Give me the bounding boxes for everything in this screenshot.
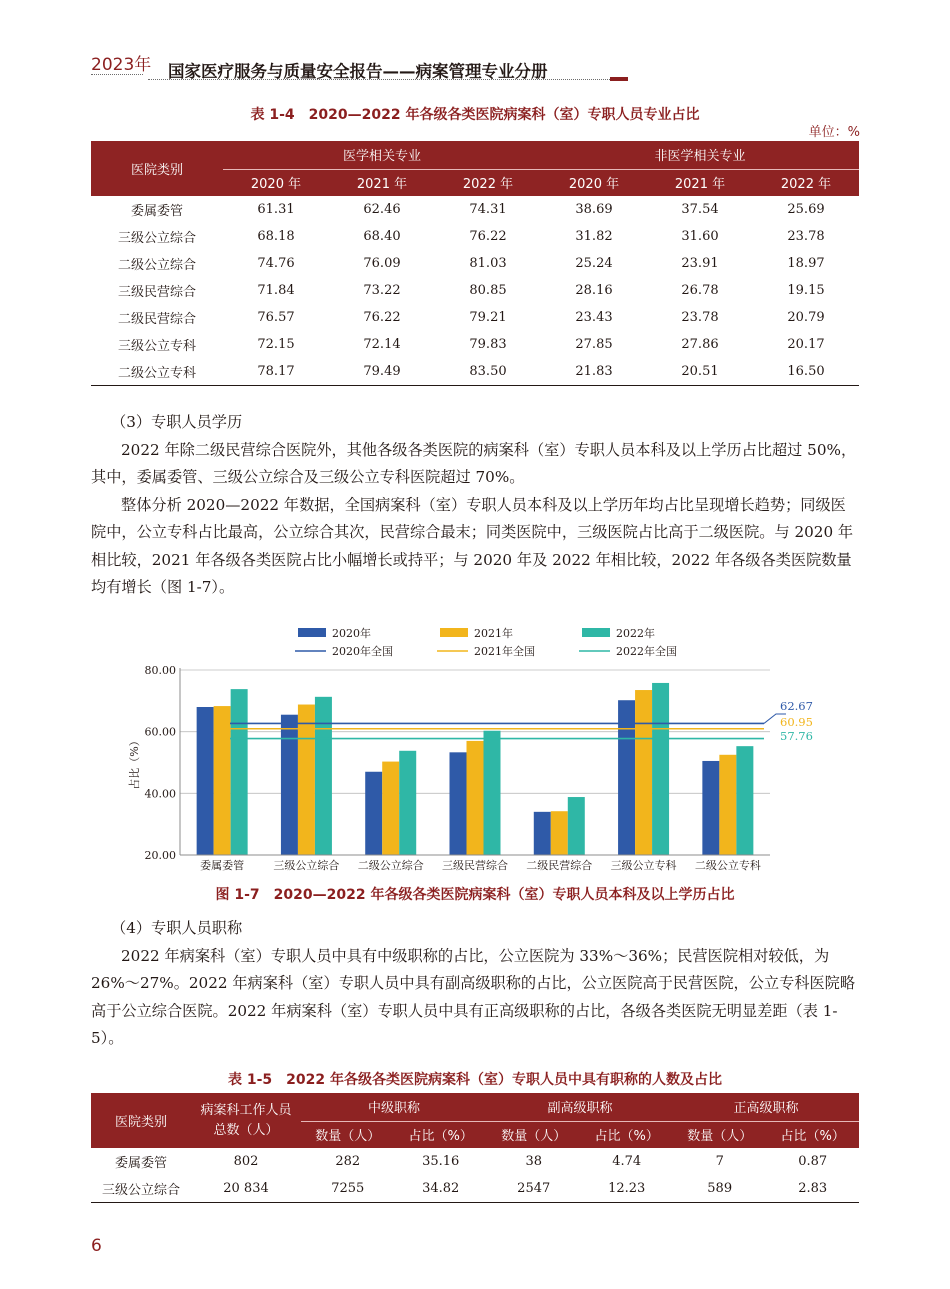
bar [719, 755, 736, 855]
table14-cell: 62.46 [363, 202, 401, 217]
table14-group-nonmedical: 非医学相关专业 [541, 141, 859, 169]
table15-group-associate: 副高级职称 [487, 1093, 673, 1121]
table14-hospital-name: 三级公立专科 [117, 339, 196, 354]
table15-subheader: 占比（%） [394, 1121, 487, 1148]
table14-cell: 76.22 [363, 310, 401, 325]
table15 [91, 1093, 859, 1203]
section3-heading: （3）专职人员学历 [111, 413, 243, 431]
table14-caption: 表 1-4 2020—2022 年各级各类医院病案科（室）专职人员专业占比 [250, 107, 700, 123]
reference-value-label: 60.95 [780, 715, 813, 729]
table14-cell: 23.78 [681, 310, 719, 325]
table14-cell: 21.83 [541, 358, 647, 385]
legend-label: 2022年 [616, 627, 655, 640]
table15-group-senior: 正高级职称 [673, 1093, 859, 1121]
table15-col-total-line1: 病案科工作人员 [200, 1102, 292, 1118]
bar [315, 697, 332, 855]
bar [534, 812, 551, 855]
chart-caption: 图 1-7 2020—2022 年各级各类医院病案科（室）专职人员本科及以上学历占比 [215, 887, 735, 903]
table15-row [91, 1148, 859, 1175]
table14 [91, 141, 859, 386]
table14-cell: 19.15 [787, 283, 825, 298]
header-accent [610, 77, 628, 81]
table15-row [91, 1175, 859, 1202]
table14-row [91, 250, 859, 277]
table14-cell: 20.17 [787, 337, 825, 352]
table14-cell: 23.43 [575, 310, 613, 325]
section3-paragraph: 2022 年除二级民营综合医院外，其他各级各类医院的病案科（室）专职人员本科及以上学历占比超过 50%，其中，委属委管、三级公立综合及三级公立专科医院超过 70%。 [91, 440, 857, 486]
table14-cell: 20.79 [787, 310, 825, 325]
y-tick-label: 40.00 [144, 787, 176, 801]
section4-heading: （4）专职人员职称 [111, 919, 243, 937]
table14-cell: 16.50 [753, 358, 859, 385]
table15-caption: 表 1-5 2022 年各级各类医院病案科（室）专职人员中具有职称的人数及占比 [227, 1072, 722, 1088]
x-category-label: 三级公立专科 [610, 859, 677, 872]
y-tick-label: 80.00 [144, 664, 176, 677]
table14-cell: 37.54 [681, 202, 719, 217]
table14-hospital-name: 三级民营综合 [117, 285, 196, 300]
table14-cell: 73.22 [363, 283, 401, 298]
section3-text [91, 409, 859, 602]
table14-year: 2020 年 [541, 169, 647, 196]
header-rule [148, 79, 610, 80]
table14-cell: 71.84 [257, 283, 295, 298]
table14-cell: 79.83 [469, 337, 507, 352]
table14-cell: 78.17 [223, 358, 329, 385]
table15-col-total-line2: 总数（人） [213, 1122, 279, 1138]
table14-cell: 61.31 [257, 202, 295, 217]
report-year: 2023年 [91, 55, 152, 75]
bar [365, 772, 382, 855]
table14-cell: 72.14 [363, 337, 401, 352]
header-rule-left [91, 74, 143, 75]
table14-cell: 81.03 [469, 256, 507, 271]
table15-subheader: 数量（人） [301, 1121, 394, 1148]
y-tick-label: 20.00 [144, 849, 176, 862]
legend-label: 2020年全国 [332, 645, 393, 658]
table15-subheader: 数量（人） [487, 1121, 580, 1148]
table15-cell: 802 [233, 1154, 259, 1169]
legend-label: 2020年 [332, 627, 371, 640]
table15-cell: 4.74 [612, 1154, 642, 1169]
table15-cell: 0.87 [798, 1154, 828, 1169]
legend-label: 2021年全国 [474, 645, 535, 658]
bar [635, 690, 652, 855]
bar [281, 715, 298, 855]
bar [652, 683, 669, 855]
table14-cell: 68.18 [257, 229, 295, 244]
section3-paragraph: 整体分析 2020—2022 年数据，全国病案科（室）专职人员本科及以上学历年均占比呈现增长趋势；同级医院中，公立专科占比最高，公立综合其次，民营综合最末；同类医院中，三级医院占比高于二级医院。与 2020 年相比较，2021 年各级各类医院占比小幅增长或持平；与 2020 年及 2022 年相比较，2022 年各级各类医院数量均有增长（图 1-7）。 [91, 495, 854, 596]
table14-cell: 18.97 [787, 256, 825, 271]
legend-swatch [440, 628, 468, 637]
table15-col-hospital: 医院类别 [91, 1093, 191, 1148]
bar [551, 811, 568, 855]
table14-cell: 76.09 [363, 256, 401, 271]
table15-cell: 12.23 [580, 1175, 673, 1202]
table15-cell: 34.82 [394, 1175, 487, 1202]
bar [197, 707, 214, 855]
table14-unit: 单位：% [808, 125, 860, 140]
x-category-label: 三级民营综合 [442, 859, 508, 872]
table14-row [91, 358, 859, 385]
table14-cell: 72.15 [257, 337, 295, 352]
table15-cell: 20 834 [191, 1175, 301, 1202]
bar [231, 689, 248, 855]
table14-hospital-name: 二级民营综合 [117, 312, 196, 327]
table14-year: 2021 年 [647, 169, 753, 196]
table14-cell: 20.51 [647, 358, 753, 385]
x-category-label: 委属委管 [200, 859, 245, 872]
bar [736, 746, 753, 855]
table15-subheader: 占比（%） [580, 1121, 673, 1148]
table14-cell: 25.24 [575, 256, 613, 271]
table14-cell: 80.85 [469, 283, 507, 298]
legend-swatch [582, 628, 610, 637]
table14-cell: 83.50 [435, 358, 541, 385]
section4-text [91, 915, 859, 1053]
bar [382, 762, 399, 855]
reference-value-label: 62.67 [780, 699, 813, 713]
table14-cell: 28.16 [575, 283, 613, 298]
table14-row [91, 196, 859, 223]
table14-cell: 23.78 [787, 229, 825, 244]
education-bar-chart [110, 618, 840, 880]
table14-cell: 38.69 [575, 202, 613, 217]
table14-cell: 74.31 [469, 202, 507, 217]
table14-cell: 27.86 [681, 337, 719, 352]
table14-cell: 79.49 [329, 358, 435, 385]
table14-hospital-name: 三级公立综合 [117, 231, 196, 246]
table14-row [91, 304, 859, 331]
table14-cell: 23.91 [681, 256, 719, 271]
table14-cell: 31.82 [575, 229, 613, 244]
table14-row [91, 331, 859, 358]
table14-year: 2022 年 [435, 169, 541, 196]
x-category-label: 三级公立综合 [273, 859, 340, 872]
table14-year: 2022 年 [753, 169, 859, 196]
y-axis-label: 占比（%） [128, 735, 141, 790]
table14-hospital-name: 二级公立专科 [91, 358, 223, 385]
table15-cell: 35.16 [422, 1154, 460, 1169]
page-number: 6 [91, 1236, 102, 1256]
bar [702, 761, 719, 855]
table15-cell: 589 [673, 1175, 766, 1202]
x-category-label: 二级公立综合 [357, 859, 424, 872]
x-category-label: 二级民营综合 [526, 859, 593, 872]
x-category-label: 二级公立专科 [694, 859, 761, 872]
bar [467, 741, 484, 855]
table15-subheader: 占比（%） [766, 1121, 859, 1148]
legend-label: 2022年全国 [616, 645, 677, 658]
table15-col-total [191, 1093, 301, 1148]
table14-cell: 76.22 [469, 229, 507, 244]
table14-cell: 68.40 [363, 229, 401, 244]
table14-row [91, 223, 859, 250]
bar [399, 751, 416, 855]
report-title: 国家医疗服务与质量安全报告——病案管理专业分册 [168, 62, 548, 81]
table14-cell: 74.76 [257, 256, 295, 271]
table14-cell: 27.85 [575, 337, 613, 352]
table14-row [91, 277, 859, 304]
table14-col-hospital: 医院类别 [91, 141, 223, 196]
table15-hospital-name: 三级公立综合 [91, 1175, 191, 1202]
table15-cell: 7 [715, 1154, 724, 1169]
bar [484, 731, 501, 855]
table14-cell: 76.57 [257, 310, 295, 325]
legend-label: 2021年 [474, 627, 513, 640]
bar [214, 706, 231, 855]
reference-value-label: 57.76 [780, 729, 813, 743]
table14-cell: 25.69 [787, 202, 825, 217]
table15-cell: 282 [335, 1154, 361, 1169]
table14-cell: 26.78 [681, 283, 719, 298]
table14-hospital-name: 委属委管 [130, 204, 183, 219]
table14-year: 2021 年 [329, 169, 435, 196]
legend-swatch [298, 628, 326, 637]
table14-cell: 31.60 [681, 229, 719, 244]
table14-cell: 79.21 [469, 310, 507, 325]
table15-hospital-name: 委属委管 [114, 1156, 167, 1171]
table15-cell: 7255 [301, 1175, 394, 1202]
section4-paragraph: 2022 年病案科（室）专职人员中具有中级职称的占比，公立医院为 33%～36%；民营医院相对较低，为 26%～27%。2022 年病案科（室）专职人员中具有副高级职称的占比，公立医院高于民营医院，公立专科医院略高于公立综合医院。2022 年病案科（室）专职人员中具有正高级职称的占比，各级各类医院无明显差距（表 1-5）。 [91, 946, 856, 1047]
table15-cell: 2.83 [766, 1175, 859, 1202]
table15-group-intermediate: 中级职称 [301, 1093, 487, 1121]
bar [568, 797, 585, 855]
y-tick-label: 60.00 [144, 725, 176, 739]
table15-cell: 38 [525, 1154, 542, 1169]
table15-cell: 2547 [487, 1175, 580, 1202]
table14-hospital-name: 二级公立综合 [117, 258, 196, 273]
bar [450, 752, 467, 855]
table14-year: 2020 年 [223, 169, 329, 196]
bar [298, 705, 315, 855]
table14-group-medical: 医学相关专业 [223, 141, 541, 169]
table15-subheader: 数量（人） [673, 1121, 766, 1148]
